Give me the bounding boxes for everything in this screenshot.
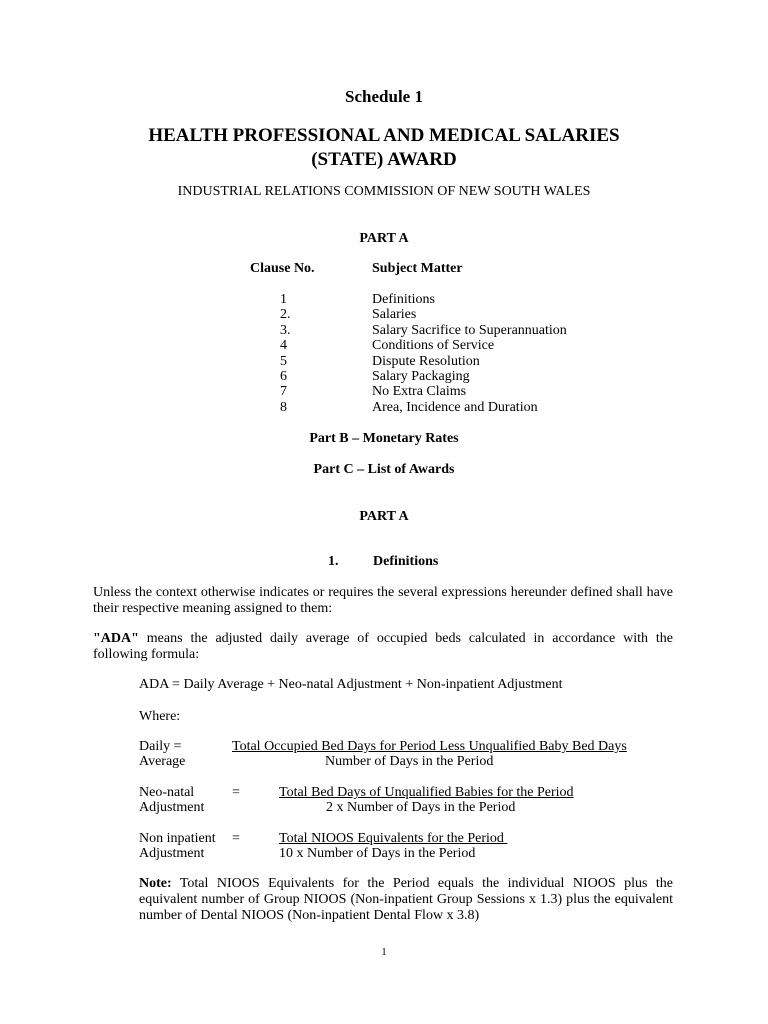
toc-subject: Area, Incidence and Duration (372, 400, 538, 415)
noninpatient-label: Non inpatient (139, 831, 216, 846)
noninpatient-numerator: Total NIOOS Equivalents for the Period (279, 831, 508, 846)
toc-clause-number: 2. (280, 307, 291, 322)
where-label: Where: (139, 709, 181, 724)
toc-clause-number: 1 (280, 292, 287, 307)
toc-part-b: Part B – Monetary Rates (309, 431, 459, 446)
note-text: Total NIOOS Equivalents for the Period equals the individual NIOOS plus the equivalent number of Group NIOOS (Non-inpatient Group Sessions x 1.3) plus the equivalent number of Dental NIOOS (Non-inpatient Dental Flow x 3.8) (139, 876, 673, 924)
noninpatient-label-2: Adjustment (139, 846, 205, 861)
toc-clause-number: 5 (280, 354, 287, 369)
toc-subject: Definitions (372, 292, 435, 307)
body-part-a-heading: PART A (359, 509, 409, 524)
toc-part-a-heading: PART A (359, 231, 409, 246)
toc-subject: Dispute Resolution (372, 354, 480, 369)
toc-subject: No Extra Claims (372, 384, 467, 399)
toc-clause-number: 8 (280, 400, 287, 415)
neonatal-label: Neo-natal (139, 785, 195, 800)
daily-average-numerator: Total Occupied Bed Days for Period Less Unqualified Baby Bed Days (232, 739, 627, 754)
section-title: Definitions (373, 554, 439, 569)
award-title-line1: HEALTH PROFESSIONAL AND MEDICAL SALARIES (148, 125, 620, 146)
ada-text: means the adjusted daily average of occupied beds calculated in accordance with the following formula: (93, 631, 673, 663)
toc-clause-number: 7 (280, 384, 287, 399)
daily-average-label-2: Average (139, 754, 186, 769)
neonatal-numerator: Total Bed Days of Unqualified Babies for the Period (279, 785, 574, 800)
daily-average-denominator: Number of Days in the Period (325, 754, 494, 769)
section-number: 1. (328, 554, 339, 569)
toc-column-subject: Subject Matter (372, 261, 463, 276)
schedule-heading: Schedule 1 (345, 87, 423, 106)
toc-subject: Salary Sacrifice to Superannuation (372, 323, 567, 338)
toc-clause-number: 3. (280, 323, 291, 338)
toc-clause-number: 4 (280, 338, 287, 353)
note-label: Note: (139, 876, 172, 891)
neonatal-denominator: 2 x Number of Days in the Period (326, 800, 516, 815)
daily-average-label: Daily = (139, 739, 182, 754)
ada-formula: ADA = Daily Average + Neo-natal Adjustment + Non-inpatient Adjustment (139, 677, 563, 692)
toc-subject: Conditions of Service (372, 338, 495, 353)
page-number: 1 (381, 946, 387, 958)
neonatal-equals: = (232, 785, 240, 800)
commission-name: INDUSTRIAL RELATIONS COMMISSION OF NEW SOUTH WALES (177, 184, 591, 199)
neonatal-label-2: Adjustment (139, 800, 205, 815)
award-title-line2: (STATE) AWARD (311, 149, 457, 170)
toc-clause-number: 6 (280, 369, 287, 384)
noninpatient-equals: = (232, 831, 240, 846)
ada-definition (93, 631, 673, 663)
noninpatient-denominator: 10 x Number of Days in the Period (279, 846, 476, 861)
toc-column-clause: Clause No. (250, 261, 315, 276)
toc-subject: Salaries (372, 307, 417, 322)
note-paragraph (139, 876, 673, 925)
ada-term: "ADA" (93, 631, 139, 646)
definitions-intro: Unless the context otherwise indicates or requires the several expressions hereunder defined shall have their respective meaning assigned to them: (93, 585, 673, 617)
toc-subject: Salary Packaging (372, 369, 470, 384)
toc-part-c: Part C – List of Awards (313, 462, 455, 477)
